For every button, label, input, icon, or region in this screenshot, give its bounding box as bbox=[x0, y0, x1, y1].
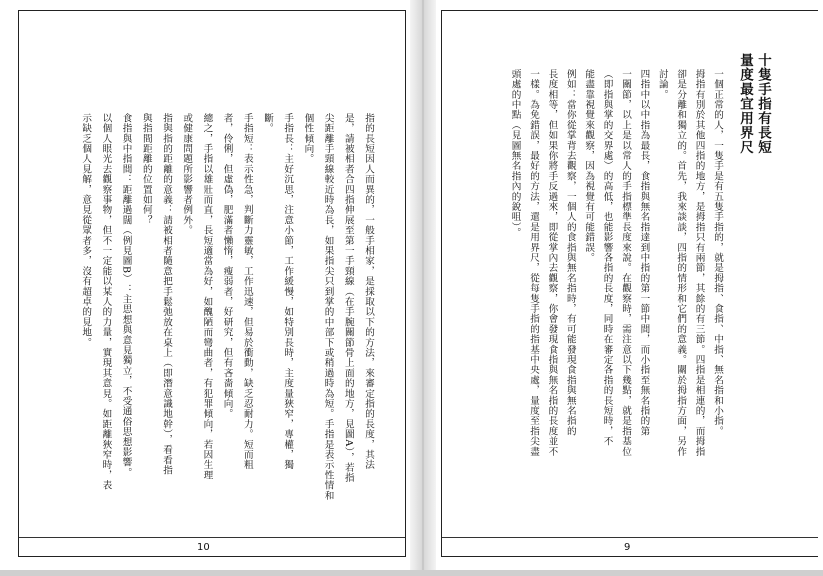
text-column: 斷。 bbox=[262, 113, 273, 134]
text-column: 示缺乏個人見解，意見從眾者多，沒有超卓的見地。 bbox=[80, 113, 92, 348]
text-column: 或健康問題所影響者例外。 bbox=[181, 113, 193, 236]
text-column: 四指中以中指為最長，食指與無名指達到中指的第一節中間，而小指至無名指的第 bbox=[638, 69, 650, 437]
text-column: 手指短：表示性急，判斷力靈敏，工作迅速，但易於衝動，缺乏忍耐力。短而粗 bbox=[241, 113, 253, 470]
text-column: 能盡靠視覺來觀察，因為視覺有可能錯誤。 bbox=[583, 69, 595, 263]
text-column: 一個正常的人，一隻手是有五隻手指的，就是拇指、食指、中指、無名指和小指。 bbox=[712, 69, 723, 437]
page-number: 10 bbox=[197, 542, 210, 553]
text-column: 長度相等，但如果你將手反過來，即從掌內去觀察，你會發現食指與無名指的長度並不 bbox=[546, 69, 558, 457]
text-column: 拇指有別於其他四指的地方，是拇指只有兩節，其餘的有三節。四指是相連的，而拇指 bbox=[693, 69, 705, 457]
text-column: （即指與掌的交界處）的高低，也能影響各指的長度，同時在審定各指的長短時，不 bbox=[601, 69, 613, 447]
scan-edge bbox=[0, 570, 823, 576]
text-column: 總之，手指以雄壯而直，長短適當為好，如醜陋而彎曲者，有犯罪傾向，若因生理 bbox=[201, 113, 213, 481]
text-column: 指的長短因人而異的，一般手相家，是採取以下的方法，來審定指的長度，其法 bbox=[363, 113, 374, 470]
text-column: 者，伶俐，但虛偽，肥滿者懶惰，瘦弱者，好研究，但有吝嗇傾向。 bbox=[221, 113, 233, 419]
chapter-title-line-2: 量度最宜用界尺 bbox=[737, 53, 753, 155]
text-column: 指與指的距離的意義：請被相者隨意把手鬆弛放在桌上（即潛意識地幹），看看指 bbox=[161, 113, 172, 476]
right-page bbox=[441, 10, 818, 557]
text-column: 例如：當你從掌背去觀察，一個人的食指與無名指時，有可能發現食指與無名指的 bbox=[564, 69, 576, 437]
footer-rule bbox=[442, 537, 818, 538]
text-column: 個性傾向。 bbox=[302, 113, 314, 164]
chapter-title-line-1: 十隻手指有長短 bbox=[755, 53, 771, 155]
text-column: 與指間距離的位置如何？ bbox=[140, 113, 152, 226]
text-column: 手指長：主好沉思，注意小節，工作緩慢，如特別長時，主度量狹窄，專權，獨 bbox=[282, 113, 294, 470]
text-column: 尖距離手頸線較近時為長，如果指尖只到掌的中部下或稍過時為短。手指是表示性情和 bbox=[322, 113, 334, 501]
page-number: 9 bbox=[624, 542, 631, 553]
text-column: 一關節，以上是以常人的手指標準長度來說。在觀察時，需注意以下幾點，就是指基位 bbox=[620, 69, 631, 457]
text-column: 卻是分離和獨立的。首先，我來談談，四指的情形和它們的意義。關於拇指方面，另作 bbox=[675, 69, 687, 457]
text-column: 以個人眼光去觀察事物，但不一定能以某人的力量，實現其意見。如距離狹窄時，表 bbox=[100, 113, 112, 491]
book-spine bbox=[410, 0, 436, 576]
footer-rule bbox=[19, 537, 405, 538]
text-column: 頭處的中點（見圖無名指內的銳咀）。 bbox=[509, 69, 521, 238]
text-column: 一樣。為免錯誤，最好的方法，還是用界尺，從每隻手指的指基中央處，量度至指尖盡 bbox=[528, 69, 539, 457]
text-column: 討論。 bbox=[656, 69, 668, 100]
text-column: 是，請被相者合四指伸展至第一手頸線（在手腕關節骨上面的地方，見圖A），若指 bbox=[342, 113, 354, 483]
text-column: 食指與中指間：距離過闊（例見圖B）：主思想與意見獨立，不受通俗思想影響。 bbox=[120, 113, 132, 478]
left-page bbox=[18, 10, 406, 557]
